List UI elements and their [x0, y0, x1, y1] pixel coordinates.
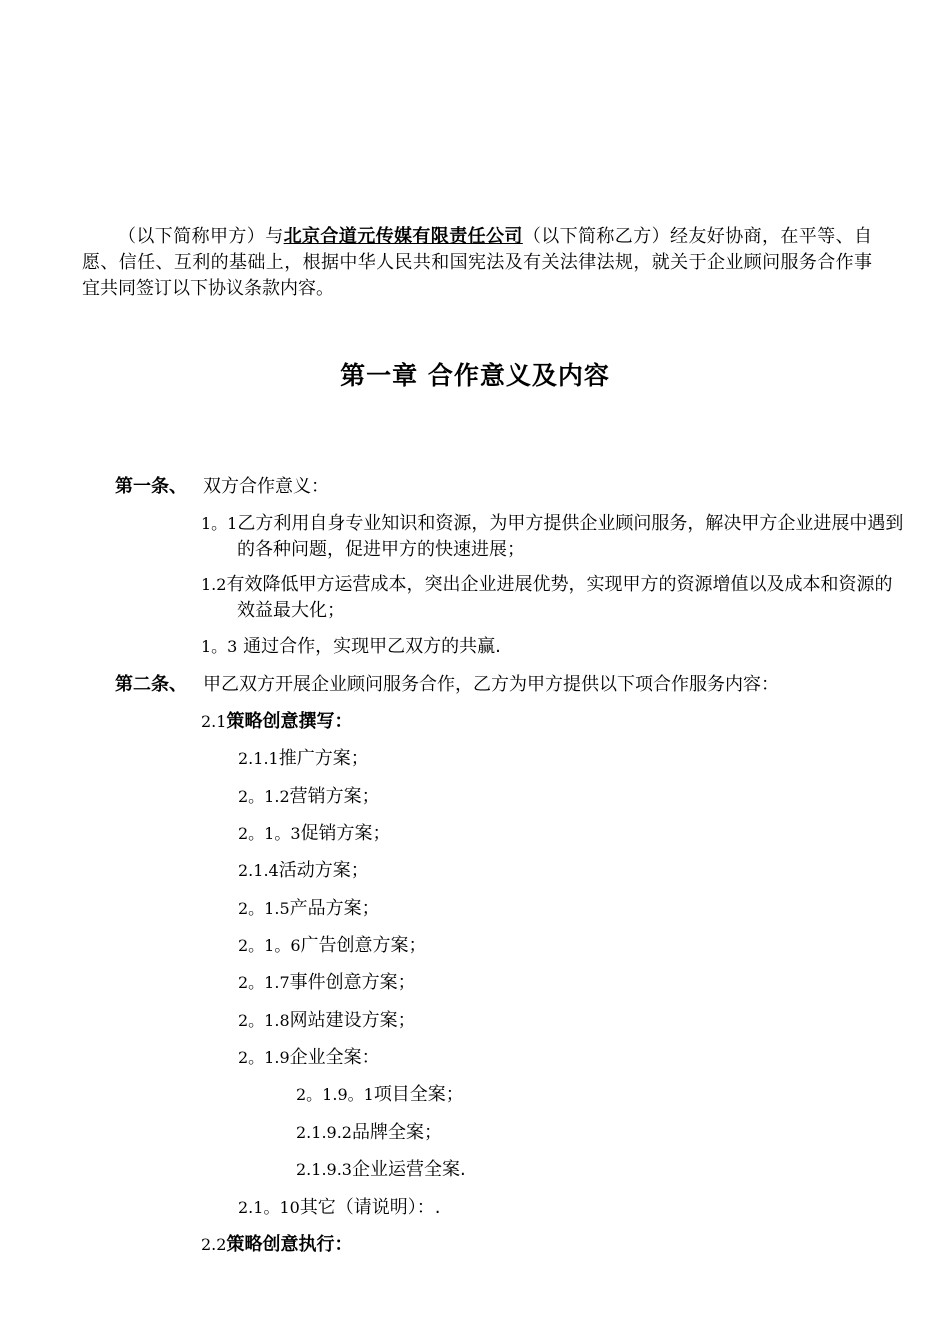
item-number: 2。1.5 — [238, 899, 290, 918]
list-item — [238, 1195, 441, 1221]
item-text: 项目全案； — [373, 1084, 464, 1105]
item-number: 1.2 — [201, 575, 227, 594]
item-number: 1。1 — [201, 514, 238, 533]
company-name: 北京合道元传媒有限责任公司 — [283, 226, 523, 247]
article-2-label: 第二条、 — [115, 674, 187, 695]
list-item — [238, 933, 427, 959]
item-number: 2。1.8 — [238, 1011, 290, 1030]
item-number: 2.1.9.3 — [296, 1160, 352, 1179]
item-number: 2.1.9.2 — [296, 1123, 352, 1142]
item-text: 推广方案； — [278, 748, 369, 769]
item-number: 2。1.9。1 — [296, 1085, 374, 1104]
item-number: 2.1。10 — [238, 1198, 300, 1217]
section-2-2 — [201, 1232, 352, 1258]
article-2-text: 甲乙双方开展企业顾问服务合作，乙方为甲方提供以下项合作服务内容： — [203, 674, 779, 695]
list-item — [296, 1157, 466, 1183]
list-item — [238, 1045, 380, 1071]
article-1-item — [201, 634, 909, 660]
item-text: 乙方利用自身专业知识和资源，为甲方提供企业顾问服务，解决甲方企业进展中遇到的各种问题，促进甲方的快速进展； — [237, 513, 904, 560]
item-number: 2.1.1 — [238, 749, 279, 768]
item-text: 其它（请说明）：. — [299, 1197, 441, 1218]
item-text: 广告创意方案； — [300, 935, 427, 956]
item-text: 事件创意方案； — [289, 972, 416, 993]
item-text: 营销方案； — [289, 786, 380, 807]
item-text: 促销方案； — [300, 823, 391, 844]
list-item — [238, 970, 416, 996]
article-1-item — [201, 511, 909, 563]
article-1-text: 双方合作意义： — [203, 476, 329, 497]
section-title: 策略创意执行： — [226, 1234, 353, 1255]
list-item — [296, 1082, 464, 1108]
intro-text-end: （以下简称乙方）经友好协商，在平等、自愿、信任、互利的基础上，根据中华人民共和国宪法及有关法律法规，就关于企业顾问服务合作事宜共同签订以下协议条款内容。 — [82, 226, 873, 299]
item-text: 活动方案； — [278, 860, 369, 881]
item-text: 企业运营全案. — [351, 1159, 466, 1180]
list-item — [238, 896, 380, 922]
list-item — [238, 1008, 416, 1034]
article-1 — [115, 474, 329, 500]
section-number: 2.1 — [201, 712, 227, 731]
item-number: 2。1。6 — [238, 936, 301, 955]
item-text: 通过合作，实现甲乙双方的共赢. — [237, 636, 501, 657]
item-text: 品牌全案； — [351, 1122, 442, 1143]
article-1-label: 第一条、 — [115, 476, 187, 497]
list-item — [238, 821, 391, 847]
list-item — [296, 1120, 442, 1146]
section-title: 策略创意撰写： — [226, 711, 353, 732]
intro-text-start: （以下简称甲方）与 — [118, 226, 284, 247]
article-2 — [115, 672, 779, 698]
article-1-item — [201, 572, 909, 624]
section-number: 2.2 — [201, 1235, 227, 1254]
list-item — [238, 746, 369, 772]
chapter-title: 第一章 合作意义及内容 — [340, 361, 610, 390]
item-number: 2。1.2 — [238, 787, 290, 806]
item-number: 2。1。3 — [238, 824, 301, 843]
item-text: 网站建设方案； — [289, 1010, 416, 1031]
item-text: 有效降低甲方运营成本，突出企业进展优势，实现甲方的资源增值以及成本和资源的效益最大化； — [226, 574, 893, 621]
item-number: 2。1.7 — [238, 973, 290, 992]
item-text: 产品方案； — [289, 898, 380, 919]
list-item — [238, 784, 380, 810]
intro-paragraph — [82, 224, 872, 302]
section-2-1 — [201, 709, 352, 735]
item-text: 企业全案： — [289, 1047, 380, 1068]
item-number: 2.1.4 — [238, 861, 279, 880]
item-number: 1。3 — [201, 637, 238, 656]
item-number: 2。1.9 — [238, 1048, 290, 1067]
list-item — [238, 858, 369, 884]
